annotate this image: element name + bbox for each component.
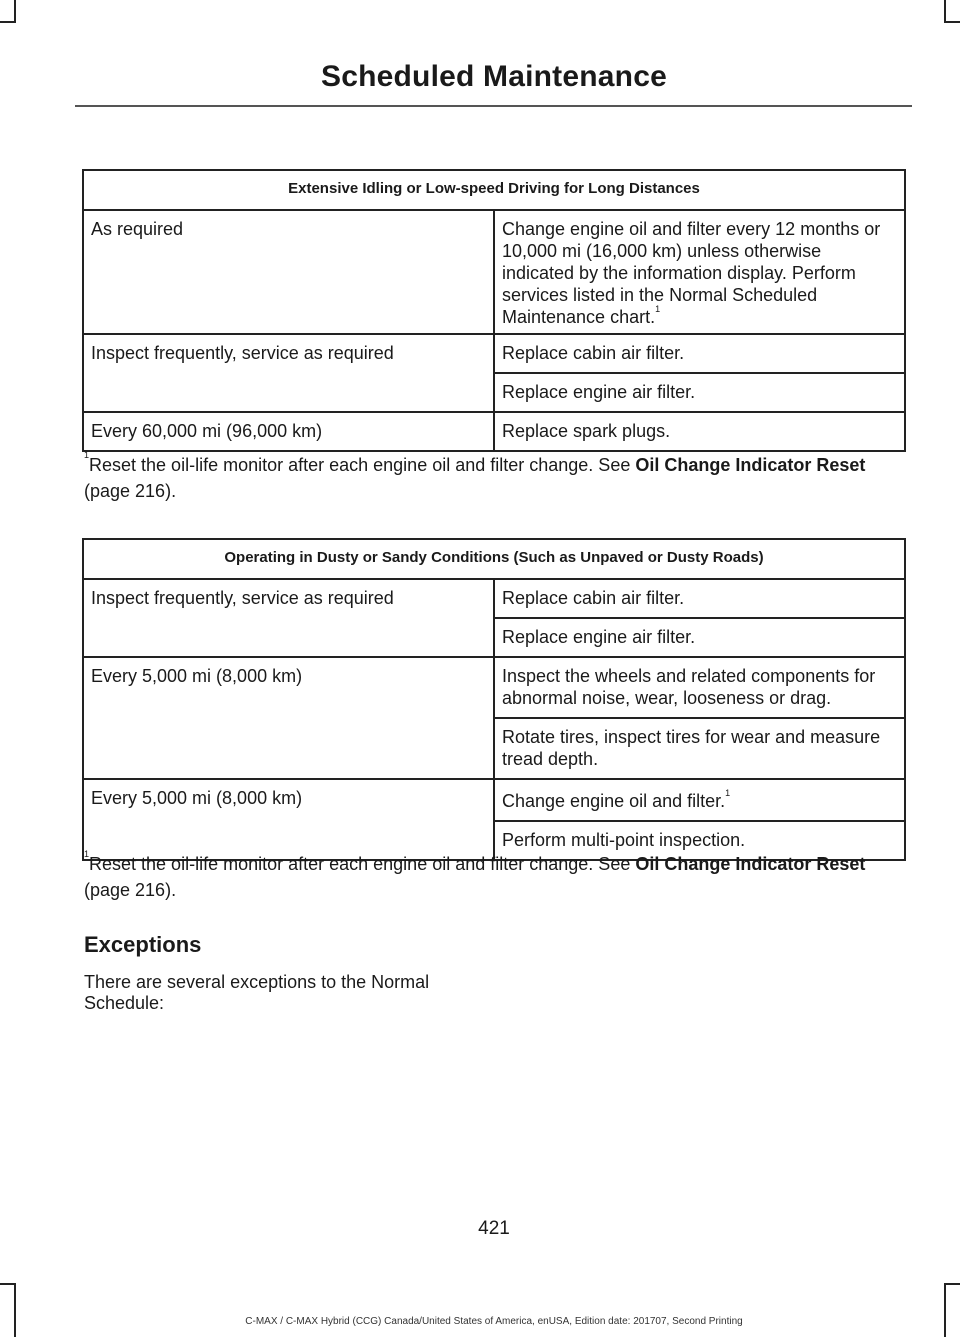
- action-cell: Replace cabin air filter.: [494, 334, 905, 373]
- maintenance-table-idling: [82, 169, 906, 452]
- table-row: [83, 334, 905, 373]
- body-paragraph: There are several exceptions to the Normal Schedule:: [84, 972, 430, 1013]
- action-text: Change engine oil and filter every 12 months or 10,000 mi (16,000 km) unless otherwise indicated by the information display. Perform services listed in the Normal Scheduled Maintenance chart.: [502, 219, 881, 327]
- table-row: [83, 579, 905, 618]
- table-header: Extensive Idling or Low-speed Driving for Long Distances: [83, 170, 905, 210]
- table-row: [83, 779, 905, 821]
- footnote-mark: 1: [84, 450, 90, 460]
- crop-mark: [0, 21, 16, 23]
- footnote: [84, 851, 884, 903]
- footer-text: C-MAX / C-MAX Hybrid (CCG) Canada/United States of America, enUSA, Edition date: 201707, Second Printing: [245, 1316, 743, 1327]
- header-divider: [75, 105, 912, 107]
- interval-cell: As required: [83, 210, 494, 334]
- action-cell: [494, 779, 905, 821]
- action-cell: Perform multi-point inspection.: [494, 821, 905, 860]
- table-header: Operating in Dusty or Sandy Conditions (Such as Unpaved or Dusty Roads): [83, 539, 905, 579]
- footnote-mark: 1: [84, 849, 90, 859]
- action-cell: Replace spark plugs.: [494, 412, 905, 451]
- section-heading: Exceptions: [84, 932, 202, 957]
- action-cell: Replace engine air filter.: [494, 373, 905, 412]
- footnote-mark: 1: [725, 788, 731, 798]
- interval-cell: Every 5,000 mi (8,000 km): [83, 779, 494, 860]
- crop-mark: [944, 1283, 960, 1285]
- action-cell: Rotate tires, inspect tires for wear and measure tread depth.: [494, 718, 905, 779]
- action-cell: [494, 210, 905, 334]
- interval-cell: Every 60,000 mi (96,000 km): [83, 412, 494, 451]
- crop-mark: [944, 1283, 946, 1337]
- action-text: Change engine oil and filter.: [502, 791, 726, 811]
- cross-reference-link[interactable]: Oil Change Indicator Reset: [635, 854, 866, 874]
- page-reference: (page 216).: [84, 481, 177, 501]
- action-cell: Replace cabin air filter.: [494, 579, 905, 618]
- footnote-mark: 1: [655, 304, 661, 314]
- crop-mark: [0, 1283, 16, 1285]
- crop-mark: [944, 0, 946, 22]
- page-reference: (page 216).: [84, 880, 177, 900]
- interval-cell: Every 5,000 mi (8,000 km): [83, 657, 494, 779]
- maintenance-table-dusty: [82, 538, 906, 861]
- page-number: 421: [478, 1218, 510, 1239]
- footnote-text: Reset the oil-life monitor after each engine oil and filter change. See: [89, 455, 636, 475]
- table-row: [83, 657, 905, 718]
- action-cell: Inspect the wheels and related components for abnormal noise, wear, looseness or drag.: [494, 657, 905, 718]
- footnote-text: Reset the oil-life monitor after each engine oil and filter change. See: [89, 854, 636, 874]
- footnote: [84, 452, 884, 504]
- page-title: Scheduled Maintenance: [321, 60, 667, 93]
- interval-cell: Inspect frequently, service as required: [83, 334, 494, 412]
- crop-mark: [944, 21, 960, 23]
- action-cell: Replace engine air filter.: [494, 618, 905, 657]
- crop-mark: [14, 1283, 16, 1337]
- cross-reference-link[interactable]: Oil Change Indicator Reset: [635, 455, 866, 475]
- crop-mark: [14, 0, 16, 22]
- table-row: [83, 210, 905, 334]
- interval-cell: Inspect frequently, service as required: [83, 579, 494, 657]
- table-row: [83, 412, 905, 451]
